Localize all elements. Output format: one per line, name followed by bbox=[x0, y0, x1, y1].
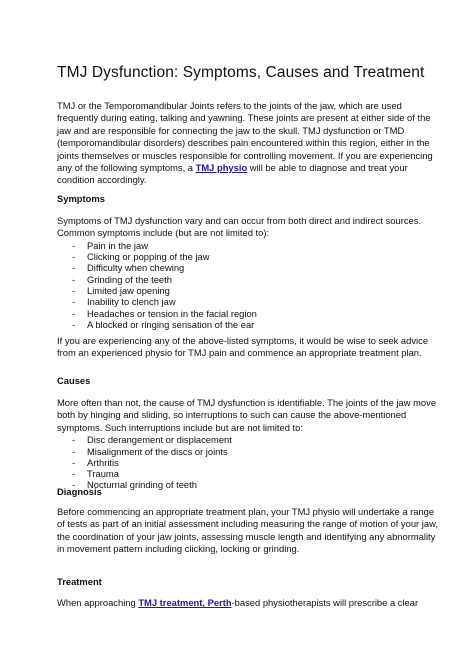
list-item: - Disc derangement or displacement bbox=[57, 434, 417, 445]
text-line: symptoms. Such interruptions include but are not limited to: bbox=[57, 421, 303, 433]
symptoms-body bbox=[57, 215, 422, 330]
list-item: - Limited jaw opening bbox=[57, 285, 417, 296]
list-item: - Grinding of the teeth bbox=[57, 274, 417, 285]
text-line: joints themselves or muscles responsible for controlling movement. If you are experiencing bbox=[57, 149, 433, 161]
causes-body bbox=[57, 397, 437, 491]
symptoms-list bbox=[57, 240, 417, 330]
advice-paragraph bbox=[57, 335, 429, 360]
list-item: - Difficulty when chewing bbox=[57, 262, 417, 273]
symptoms-section bbox=[57, 193, 417, 205]
text-line: frequently during eating, talking and yawning. These joints are present at either side of the bbox=[57, 112, 431, 124]
text-line: jaw and are responsible for connecting the jaw to the skull. TMJ dysfunction or TMD bbox=[57, 124, 405, 136]
list-item: - Arthritis bbox=[57, 457, 417, 468]
causes-section bbox=[57, 375, 417, 387]
text-line: both by hinging and sliding, so interruptions to such can cause the above-mentioned bbox=[57, 409, 407, 421]
text-line: condition accordingly. bbox=[57, 174, 147, 186]
list-item: - Headaches or tension in the facial region bbox=[57, 308, 417, 319]
text-fragment: will be able to diagnose and treat your bbox=[247, 162, 408, 174]
text-line bbox=[57, 597, 417, 609]
tmj-physio-link[interactable]: TMJ physio bbox=[195, 162, 248, 174]
list-item: - Misalignment of the discs or joints bbox=[57, 446, 417, 457]
text-line: (temporomandibular disorders) describes pain encountered within this region, either in the bbox=[57, 137, 430, 149]
text-line: If you are experiencing any of the above-listed symptoms, it would be wise to seek advice bbox=[57, 335, 429, 346]
text-line: Before commencing an appropriate treatment plan, your TMJ physio will undertake a range bbox=[57, 506, 435, 517]
text-line: More often than not, the cause of TMJ dysfunction is identifiable. The joints of the jaw move bbox=[57, 397, 437, 408]
page-title: TMJ Dysfunction: Symptoms, Causes and Treatment bbox=[57, 64, 425, 81]
text-line: TMJ or the Temporomandibular Joints refers to the joints of the jaw, which are used bbox=[57, 100, 402, 111]
text-fragment: any of the following symptoms, a bbox=[57, 162, 196, 174]
text-line: in movement pattern including clicking, locking or grinding. bbox=[57, 543, 300, 555]
causes-list bbox=[57, 434, 417, 490]
treatment-section bbox=[57, 576, 417, 588]
diagnosis-section bbox=[57, 486, 417, 498]
text-line: the coordination of your jaw joints, assessing muscle length and identifying any abnormality bbox=[57, 530, 436, 542]
text-line bbox=[57, 162, 417, 174]
text-fragment: -based physiotherapists will prescribe a clear bbox=[231, 597, 419, 608]
causes-heading: Causes bbox=[57, 375, 91, 386]
list-item: - Trauma bbox=[57, 468, 417, 479]
list-item: - A blocked or ringing sensation of the ear bbox=[57, 319, 417, 330]
text-line: Symptoms of TMJ dysfunction vary and can occur from both direct and indirect sources. bbox=[57, 215, 422, 226]
list-item: - Pain in the jaw bbox=[57, 240, 417, 251]
list-item: - Inability to clench jaw bbox=[57, 296, 417, 307]
text-fragment: When approaching bbox=[57, 597, 139, 608]
text-line: from an experienced physio for TMJ pain and commence an appropriate treatment plan. bbox=[57, 347, 422, 359]
treatment-heading: Treatment bbox=[57, 576, 102, 587]
diagnosis-heading: Diagnosis bbox=[57, 486, 102, 497]
symptoms-heading: Symptoms bbox=[57, 193, 105, 204]
text-line: of tests as part of an initial assessment including measuring the range of motion of your jaw, bbox=[57, 518, 438, 530]
treatment-body bbox=[57, 597, 417, 609]
list-item: - Clicking or popping of the jaw bbox=[57, 251, 417, 262]
tmj-treatment-perth-link[interactable]: TMJ treatment, Perth bbox=[138, 597, 232, 608]
intro-paragraph bbox=[57, 100, 433, 187]
diagnosis-body bbox=[57, 506, 438, 556]
list-item: - Nocturnal grinding of teeth bbox=[57, 479, 417, 490]
text-line: Common symptoms include (but are not limited to): bbox=[57, 227, 270, 239]
